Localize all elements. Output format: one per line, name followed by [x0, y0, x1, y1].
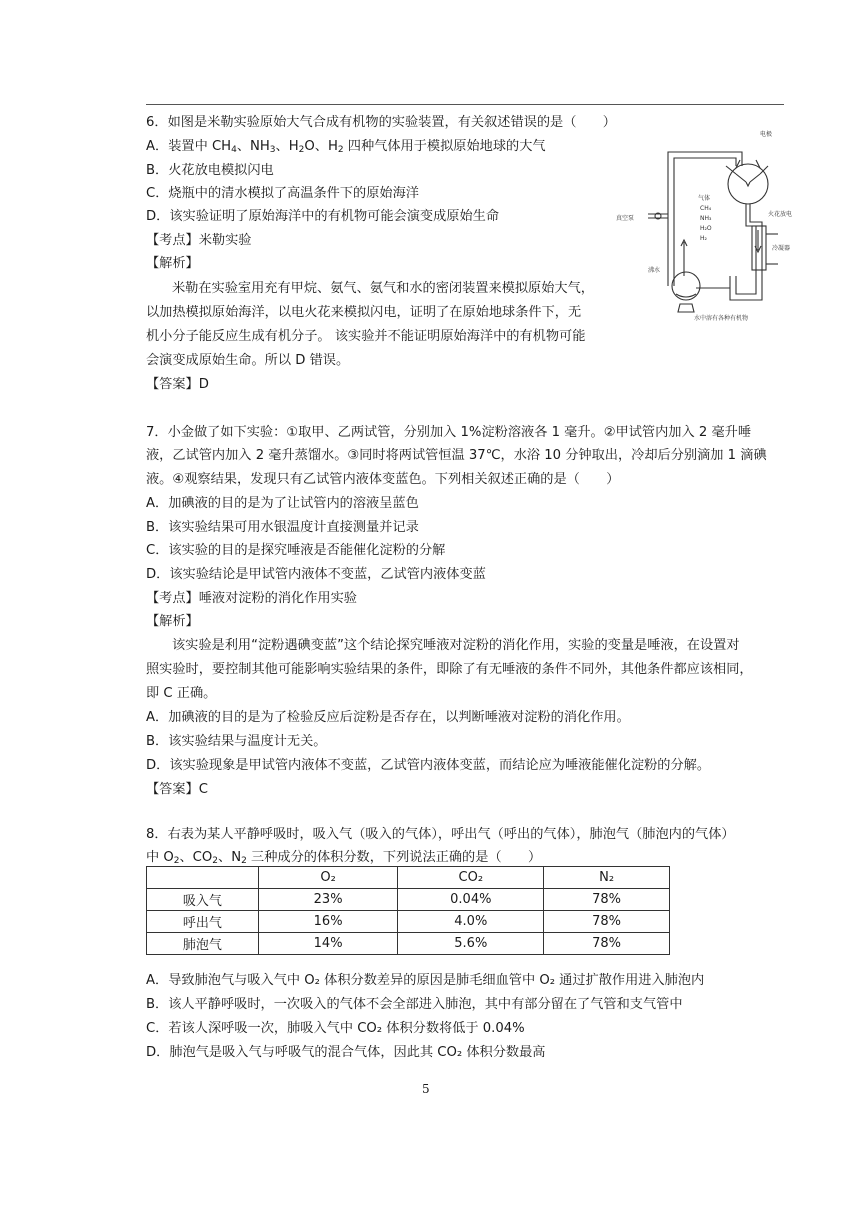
- q7-stem-3: 液。④观察结果，发现只有乙试管内液体变蓝色。下列相关叙述正确的是（ ）: [146, 472, 620, 487]
- q7-explanation-4: A．加碘液的目的是为了检验反应后淀粉是否存在，以判断唾液对淀粉的消化作用。: [146, 710, 630, 725]
- q7-jiexi: 【解析】: [146, 614, 199, 629]
- diagram-label-vacuum: 真空泵: [616, 215, 635, 222]
- q6-jiexi: 【解析】: [146, 256, 199, 271]
- q6-explanation-3: 机小分子能反应生成有机分子。 该实验并不能证明原始海洋中的有机物可能: [146, 329, 586, 344]
- q8-option-c: C．若该人深呼吸一次，肺吸入气中 CO₂ 体积分数将低于 0.04%: [146, 1021, 525, 1036]
- table-cell: 14%: [258, 933, 398, 955]
- q7-explanation-3: 即 C 正确。: [146, 686, 217, 701]
- q7-answer: 【答案】C: [146, 782, 208, 797]
- table-header-cell: N₂: [544, 867, 670, 889]
- table-cell: 78%: [544, 889, 670, 911]
- q6-answer: 【答案】D: [146, 377, 209, 392]
- q6-option-c: C．烧瓶中的清水模拟了高温条件下的原始海洋: [146, 186, 419, 201]
- diagram-label-h2: H₂: [700, 235, 707, 242]
- header-rule: [146, 104, 784, 105]
- diagram-label-spark: 火花放电: [768, 211, 793, 218]
- q8-stem-1: 8．右表为某人平静呼吸时，吸入气（吸入的气体），呼出气（呼出的气体），肺泡气（肺泡内的气体）: [146, 827, 735, 842]
- q6-option-d: D．该实验证明了原始海洋中的有机物可能会演变成原始生命: [146, 209, 500, 224]
- q7-option-d: D．该实验结论是甲试管内液体不变蓝，乙试管内液体变蓝: [146, 567, 486, 582]
- table-cell: 5.6%: [398, 933, 544, 955]
- table-row: [147, 933, 670, 955]
- q7-option-c: C．该实验的目的是探究唾液是否能催化淀粉的分解: [146, 543, 446, 558]
- diagram-caption: 水中溶有各种有机物: [694, 315, 749, 322]
- q7-stem-1: 7．小金做了如下实验：①取甲、乙两试管，分别加入 1%淀粉溶液各 1 毫升。②甲试管内加入 2 毫升唾: [146, 425, 752, 440]
- gas-composition-table: [146, 866, 670, 955]
- q7-explanation-5: B．该实验结果与温度计无关。: [146, 734, 327, 749]
- q6-option-a: A．装置中 $CH_4$、$NH_3$、$H_2O$、$H_2$ 四种气体用于模拟原始地球的大气: [146, 139, 546, 155]
- table-cell: 78%: [544, 933, 670, 955]
- q6-option-b: B．火花放电模拟闪电: [146, 163, 274, 178]
- q6-stem: 6．如图是米勒实验原始大气合成有机物的实验装置，有关叙述错误的是（ ）: [146, 115, 616, 130]
- table-header-cell: O₂: [258, 867, 398, 889]
- q7-explanation-1: 该实验是利用“淀粉遇碘变蓝”这个结论探究唾液对淀粉的消化作用，实验的变量是唾液，在设置对: [172, 638, 740, 653]
- diagram-label-boiling-water: 沸水: [648, 267, 661, 274]
- table-cell: 4.0%: [398, 911, 544, 933]
- diagram-label-nh3: NH₃: [700, 215, 712, 222]
- q8-option-a: A．导致肺泡气与吸入气中 O₂ 体积分数差异的原因是肺毛细血管中 O₂ 通过扩散作用进入肺泡内: [146, 973, 705, 988]
- table-cell: 吸入气: [147, 889, 259, 911]
- q7-option-b: B．该实验结果可用水银温度计直接测量并记录: [146, 520, 419, 535]
- q6-explanation-1: 米勒在实验室用充有甲烷、氨气、氨气和水的密闭装置来模拟原始大气，: [172, 281, 594, 296]
- q6-explanation-2: 以加热模拟原始海洋，以电火花来模拟闪电，证明了在原始地球条件下，无: [146, 305, 582, 320]
- diagram-label-h2o: H₂O: [700, 225, 712, 232]
- page-number: 5: [422, 1082, 430, 1096]
- diagram-label-ch4: CH₄: [700, 205, 712, 212]
- table-cell: 16%: [258, 911, 398, 933]
- q8-option-d: D．肺泡气是吸入气与呼吸气的混合气体，因此其 CO₂ 体积分数最高: [146, 1045, 546, 1060]
- q8-option-b: B．该人平静呼吸时，一次吸入的气体不会全部进入肺泡，其中有部分留在了气管和支气管中: [146, 997, 683, 1012]
- q8-stem-2: 中 $O_2$、$CO_2$、$N_2$ 三种成分的体积分数，下列说法正确的是（ ）: [146, 850, 542, 866]
- q7-stem-2: 液，乙试管内加入 2 毫升蒸馏水。③同时将两试管恒温 37℃，水浴 10 分钟取出，冷却后分别滴加 1 滴碘: [146, 448, 767, 463]
- table-header-row: [147, 867, 670, 889]
- table-cell: 呼出气: [147, 911, 259, 933]
- table-row: [147, 911, 670, 933]
- diagram-label-electrode: 电极: [760, 131, 773, 138]
- table-cell: 23%: [258, 889, 398, 911]
- diagram-label-gas: 气体: [698, 195, 711, 202]
- q6-explanation-4: 会演变成原始生命。所以 D 错误。: [146, 353, 350, 368]
- table-header-cell: CO₂: [398, 867, 544, 889]
- q6-kaodian: 【考点】米勒实验: [146, 233, 252, 248]
- q7-option-a: A．加碘液的目的是为了让试管内的溶液呈蓝色: [146, 496, 419, 511]
- table-row: [147, 889, 670, 911]
- q7-explanation-6: D．该实验现象是甲试管内液体不变蓝，乙试管内液体变蓝，而结论应为唾液能催化淀粉的分解。: [146, 758, 711, 773]
- table-cell: 78%: [544, 911, 670, 933]
- q7-kaodian: 【考点】唾液对淀粉的消化作用实验: [146, 591, 357, 606]
- table-header-cell: [147, 867, 259, 889]
- miller-apparatus-diagram: [608, 126, 798, 326]
- table-cell: 0.04%: [398, 889, 544, 911]
- q7-explanation-2: 照实验时，要控制其他可能影响实验结果的条件，即除了有无唾液的条件不同外，其他条件都应该相同，: [146, 662, 753, 677]
- table-cell: 肺泡气: [147, 933, 259, 955]
- diagram-label-condenser: 冷凝器: [772, 245, 791, 252]
